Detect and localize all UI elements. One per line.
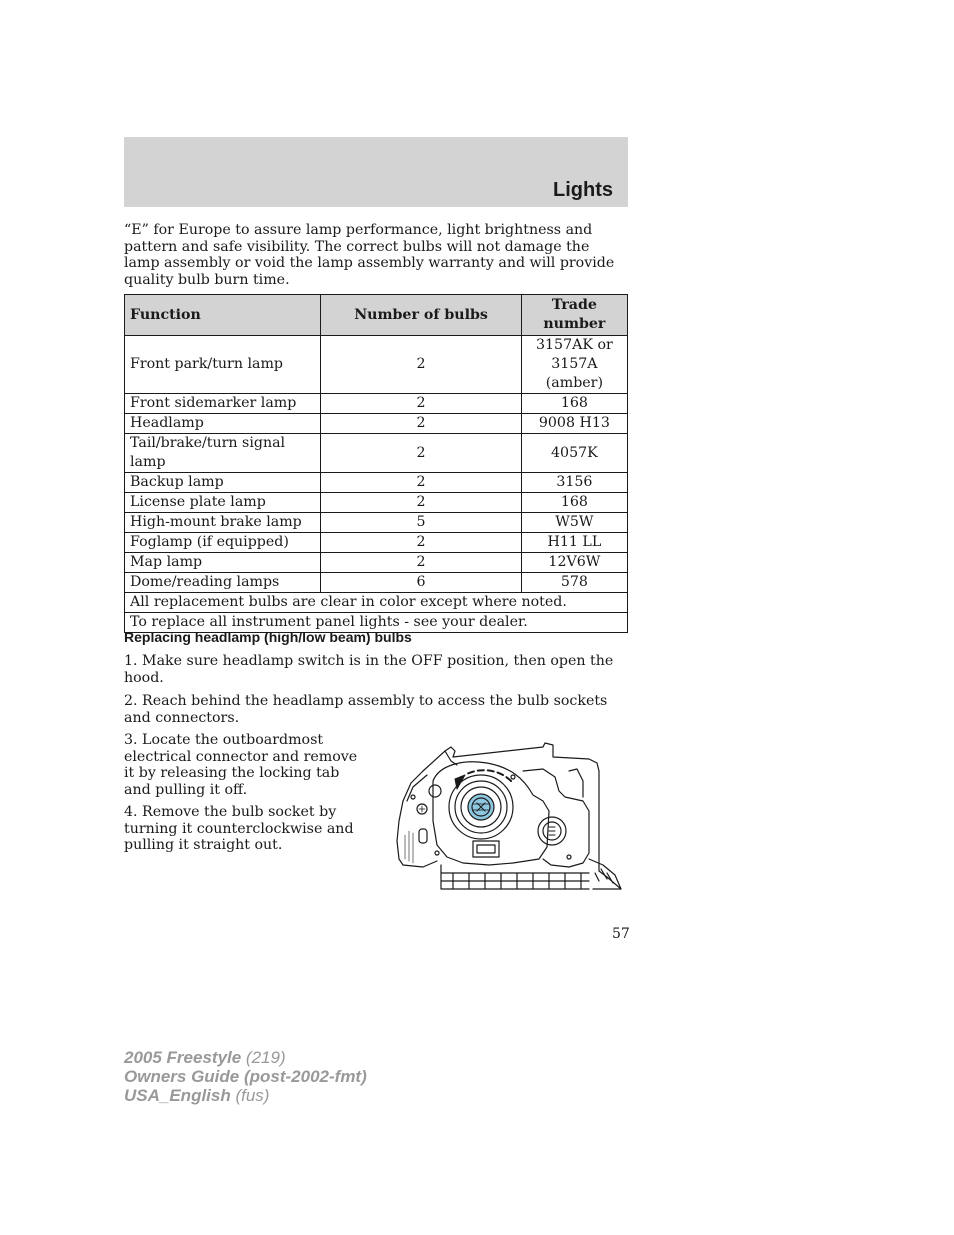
cell-trade: 4057K <box>521 434 627 473</box>
cell-count: 2 <box>321 394 521 414</box>
header-trade-number: Trade number <box>521 295 627 336</box>
cell-trade: 9008 H13 <box>521 414 627 434</box>
bulb-table <box>124 294 628 633</box>
table-body <box>125 336 628 633</box>
cell-count: 2 <box>321 493 521 513</box>
step-1: 1. Make sure headlamp switch is in the OFF position, then open the hood. <box>124 653 614 686</box>
table-row <box>125 553 628 573</box>
cell-function: Foglamp (if equipped) <box>125 533 321 553</box>
cell-count: 2 <box>321 533 521 553</box>
footer-language-code: (fus) <box>230 1086 270 1105</box>
table-row <box>125 513 628 533</box>
table-row <box>125 394 628 414</box>
table-row <box>125 336 628 394</box>
header-band <box>124 137 628 207</box>
table-row <box>125 573 628 593</box>
cell-trade: 3156 <box>521 473 627 493</box>
table-note: To replace all instrument panel lights - see your dealer. <box>125 613 628 633</box>
cell-count: 6 <box>321 573 521 593</box>
cell-count: 2 <box>321 473 521 493</box>
cell-function: Headlamp <box>125 414 321 434</box>
cell-function: High-mount brake lamp <box>125 513 321 533</box>
cell-function: Backup lamp <box>125 473 321 493</box>
cell-function: Front park/turn lamp <box>125 336 321 394</box>
footer-line-1 <box>124 1048 367 1067</box>
cell-function: Map lamp <box>125 553 321 573</box>
cell-function: Tail/brake/turn signal lamp <box>125 434 321 473</box>
cell-trade: 578 <box>521 573 627 593</box>
table-row <box>125 473 628 493</box>
header-number-of-bulbs: Number of bulbs <box>321 295 521 336</box>
table-row <box>125 493 628 513</box>
cell-trade: 168 <box>521 394 627 414</box>
footer-line-3 <box>124 1086 367 1105</box>
header-function: Function <box>125 295 321 336</box>
section-heading: Replacing headlamp (high/low beam) bulbs <box>124 629 412 645</box>
cell-count: 5 <box>321 513 521 533</box>
footer-line-2 <box>124 1067 367 1086</box>
cell-count: 2 <box>321 414 521 434</box>
table-note-row <box>125 593 628 613</box>
footer-guide: Owners Guide (post-2002-fmt) <box>124 1067 367 1086</box>
cell-trade: 168 <box>521 493 627 513</box>
table-row <box>125 434 628 473</box>
cell-trade: H11 LL <box>521 533 627 553</box>
footer <box>124 1048 367 1105</box>
cell-trade: 3157AK or 3157A (amber) <box>521 336 627 394</box>
footer-language: USA_English <box>124 1086 231 1105</box>
table-note: All replacement bulbs are clear in color except where noted. <box>125 593 628 613</box>
cell-count: 2 <box>321 336 521 394</box>
cell-function: Front sidemarker lamp <box>125 394 321 414</box>
footer-model-code: (219) <box>241 1048 286 1067</box>
cell-function: Dome/reading lamps <box>125 573 321 593</box>
cell-count: 2 <box>321 434 521 473</box>
table-header-row <box>125 295 628 336</box>
footer-model: 2005 Freestyle <box>124 1048 242 1067</box>
headlamp-diagram <box>393 741 625 892</box>
step-2: 2. Reach behind the headlamp assembly to access the bulb sockets and connectors. <box>124 693 608 726</box>
table-row <box>125 414 628 434</box>
cell-trade: 12V6W <box>521 553 627 573</box>
page-title: Lights <box>553 179 613 201</box>
cell-count: 2 <box>321 553 521 573</box>
step-3: 3. Locate the outboardmost electrical connector and remove it by releasing the locking tab and pulling it off. <box>124 732 358 798</box>
intro-paragraph: “E” for Europe to assure lamp performance, light brightness and pattern and safe visibility. The correct bulbs will not damage the lamp assembly or void the lamp assembly warranty and will provide quality bulb burn time. <box>124 222 615 288</box>
table-row <box>125 533 628 553</box>
cell-function: License plate lamp <box>125 493 321 513</box>
cell-trade: W5W <box>521 513 627 533</box>
step-4: 4. Remove the bulb socket by turning it counterclockwise and pulling it straight out. <box>124 804 354 853</box>
page-number: 57 <box>612 926 630 942</box>
